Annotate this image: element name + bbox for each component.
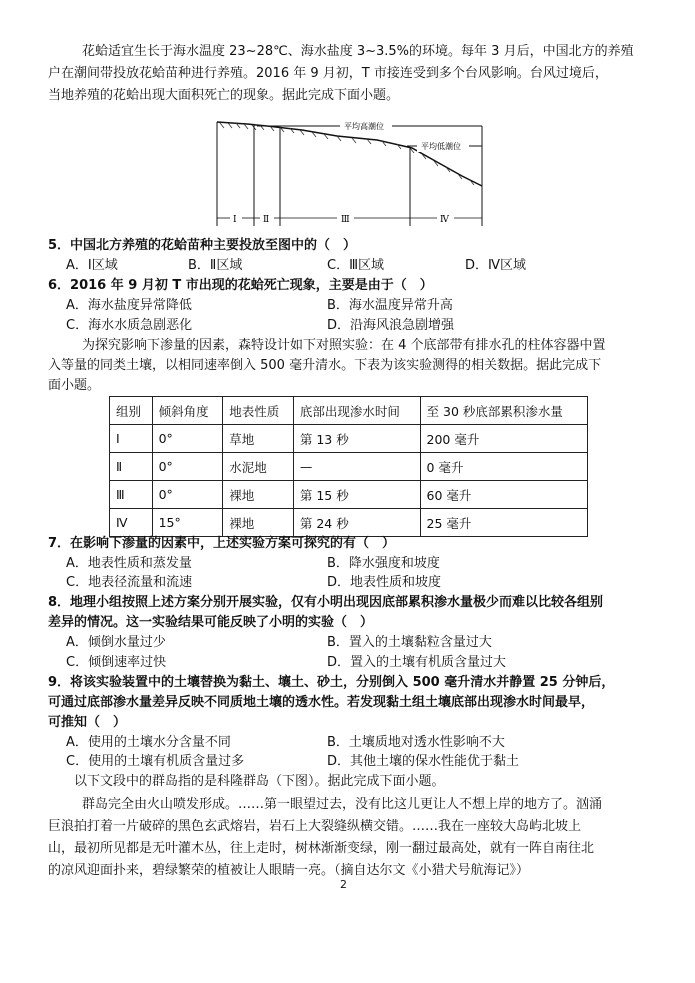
q7-option-b[interactable]: B．降水强度和坡度 [327,556,440,571]
intro2-line-2: 入等量的同类土壤，以相同速率倒入 500 毫升清水。下表为该实验测得的相关数据。据此完成下 [48,358,602,373]
zone-label-4: Ⅳ [440,215,449,225]
q9-stem-line-1: 9．将该实验装置中的土壤替换为黏土、壤土、砂土，分别倒入 500 毫升清水并静置 25 分钟后， [48,675,615,690]
intro-line-2: 户在潮间带投放花蛤苗种进行养殖。2016 年 9 月初，T 市接连受到多个台风影响。台风过境后， [48,66,608,81]
table-cell: Ⅲ [110,481,153,509]
intro-line-3: 当地养殖的花蛤出现大面积死亡的现象。据此完成下面小题。 [48,88,400,103]
table-cell: 15° [152,509,223,537]
q8-stem-line-1: 8．地理小组按照上述方案分别开展实验，仅有小明出现因底部累积渗水量极少而难以比较各组别 [48,595,604,610]
q5-option-d[interactable]: D．Ⅳ区域 [465,258,527,273]
table-cell: 草地 [223,425,294,453]
q8-option-c[interactable]: C．倾倒速率过快 [66,655,167,670]
q9-option-d[interactable]: D．其他土壤的保水性能优于黏土 [327,754,520,769]
table-header: 地表性质 [223,397,294,425]
low-tide-label: 平均低潮位 [421,142,461,151]
q6-stem: 6．2016 年 9 月初 T 市出现的花蛤死亡现象，主要是由于（ ） [48,278,433,293]
table-cell: 水泥地 [223,453,294,481]
q6-option-b[interactable]: B．海水温度异常升高 [327,298,453,313]
intro2-line-3: 面小题。 [48,378,101,393]
intro3-line-4: 山，最初所见都是无叶灌木丛，往上走时，树林渐渐变绿，刚一翻过最高处，就有一阵自南往北 [48,841,595,856]
q9-stem-line-3: 可推知（ ） [48,715,127,730]
q8-stem-line-2: 差异的情况。这一实验结果可能反映了小明的实验（ ） [48,615,374,630]
table-cell: Ⅳ [110,509,153,537]
table-cell: 裸地 [223,509,294,537]
table-row [110,509,588,537]
table-cell: 第 13 秒 [293,425,420,453]
q9-option-b[interactable]: B．土壤质地对透水性影响不大 [327,735,505,750]
table-header: 底部出现渗水时间 [293,397,420,425]
table-header: 至 30 秒底部累积渗水量 [420,397,587,425]
q6-option-a[interactable]: A．海水盐度异常降低 [66,298,192,313]
intro3-line-2: 群岛完全由火山喷发形成。……第一眼望过去，没有比这儿更让人不想上岸的地方了。汹涌 [82,797,603,812]
q9-option-a[interactable]: A．使用的土壤水分含量不同 [66,735,231,750]
q9-option-c[interactable]: C．使用的土壤有机质含量过多 [66,754,245,769]
table-cell: 第 15 秒 [293,481,420,509]
intro3-line-5: 的凉风迎面扑来，碧绿繁荣的植被让人眼睛一亮。（摘自达尔文《小猎犬号航海记》） [48,863,530,878]
table-row [110,453,588,481]
q8-option-b[interactable]: B．置入的土壤黏粒含量过大 [327,635,492,650]
zone-label-1: Ⅰ [233,215,237,225]
q7-option-d[interactable]: D．地表性质和坡度 [327,575,442,590]
q5-option-b[interactable]: B．Ⅱ区域 [188,258,243,273]
q8-option-a[interactable]: A．倾倒水量过少 [66,635,166,650]
q5-stem: 5．中国北方养殖的花蛤苗种主要投放至图中的（ ） [48,238,357,253]
q8-option-d[interactable]: D．置入的土壤有机质含量过大 [327,655,507,670]
zone-label-3: Ⅲ [341,215,350,225]
table-cell: 第 24 秒 [293,509,420,537]
q7-option-a[interactable]: A．地表性质和蒸发量 [66,556,192,571]
q5-option-a[interactable]: A．Ⅰ区域 [66,258,118,273]
q6-option-d[interactable]: D．沿海风浪急剧增强 [327,318,455,333]
q7-option-c[interactable]: C．地表径流量和流速 [66,575,193,590]
table-cell: Ⅱ [110,453,153,481]
table-header-row [110,397,588,425]
table-header: 组别 [110,397,153,425]
intro3-line-1: 以下文段中的群岛指的是科隆群岛（下图）。据此完成下面小题。 [74,774,445,789]
table-row [110,481,588,509]
table-cell: 0 毫升 [420,453,587,481]
intro2-line-1: 为探究影响下渗量的因素，森特设计如下对照实验：在 4 个底部带有排水孔的柱体容器中置 [82,338,606,353]
table-row [110,425,588,453]
q5-option-c[interactable]: C．Ⅲ区域 [327,258,385,273]
page-number: 2 [340,878,347,891]
table-cell: 25 毫升 [420,509,587,537]
experiment-table [109,396,588,537]
table-cell: 0° [152,481,223,509]
table-cell: — [293,453,420,481]
table-cell: 0° [152,425,223,453]
table-header: 倾斜角度 [152,397,223,425]
table-cell: 60 毫升 [420,481,587,509]
q6-option-c[interactable]: C．海水水质急剧恶化 [66,318,193,333]
high-tide-label: 平均高潮位 [344,122,384,131]
q9-stem-line-2: 可通过底部渗水量差异反映不同质地土壤的透水性。若发现黏土组土壤底部出现渗水时间最早， [48,695,595,710]
table-cell: 裸地 [223,481,294,509]
intro3-line-3: 巨浪拍打着一片破碎的黑色玄武熔岩，岩石上大裂缝纵横交错。……我在一座较大岛屿北坡上 [48,819,582,834]
tidal-zone-diagram [212,114,492,234]
table-cell: Ⅰ [110,425,153,453]
intro-line-1: 花蛤适宜生长于海水温度 23~28℃、海水盐度 3~3.5%的环境。每年 3 月后，中国北方的养殖 [82,44,634,59]
table-cell: 0° [152,453,223,481]
zone-label-2: Ⅱ [263,215,270,225]
table-cell: 200 毫升 [420,425,587,453]
q7-stem: 7．在影响下渗量的因素中，上述实验方案可探究的有（ ） [48,536,396,551]
